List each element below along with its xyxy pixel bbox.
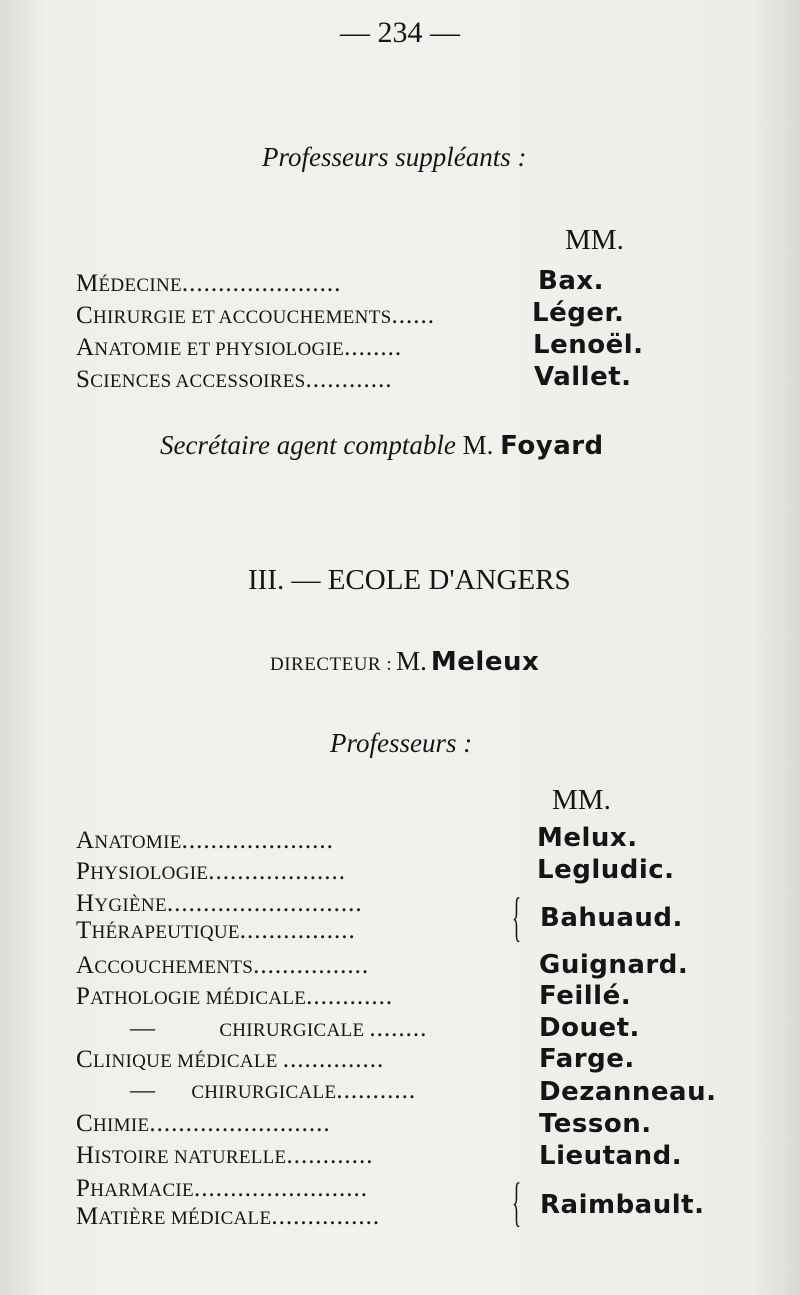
row-hygiene-label: HYGIÈNE........................... bbox=[76, 890, 363, 917]
section2-mm: MM. bbox=[552, 784, 611, 816]
row-accouchements-label: ACCOUCHEMENTS................ bbox=[76, 952, 370, 979]
director-line bbox=[270, 646, 539, 677]
director-name: Meleux bbox=[430, 647, 540, 677]
row-sciences-label: SCIENCES ACCESSOIRES............ bbox=[76, 366, 393, 393]
row-anatomie-label: ANATOMIE..................... bbox=[76, 827, 334, 854]
row-anatomie-physio-label: ANATOMIE ET PHYSIOLOGIE........ bbox=[76, 334, 403, 361]
row-pathologie-label: PATHOLOGIE MÉDICALE............ bbox=[76, 983, 394, 1010]
row-physiologie-name: Legludic. bbox=[537, 855, 675, 885]
row-matiere-label: MATIÈRE MÉDICALE............... bbox=[76, 1203, 381, 1230]
row-chimie-name: Tesson. bbox=[539, 1109, 652, 1139]
row-therapeutique-label: THÉRAPEUTIQUE................ bbox=[76, 917, 356, 944]
secretary-name: Foyard bbox=[500, 431, 604, 461]
section1-heading: Professeurs suppléants : bbox=[262, 142, 527, 172]
row-physiologie-label: PHYSIOLOGIE................... bbox=[76, 858, 347, 885]
row-histoire-name: Lieutand. bbox=[539, 1141, 683, 1171]
director-mm: M. bbox=[396, 646, 427, 676]
brace-group-raimbault-name: Raimbault. bbox=[540, 1190, 705, 1220]
row-sciences-name: Vallet. bbox=[534, 362, 632, 392]
brace-pharmacie-matiere: { bbox=[512, 1172, 522, 1232]
section1-mm: MM. bbox=[565, 224, 624, 256]
secretary-line bbox=[160, 430, 604, 461]
brace-group-bahuaud-name: Bahuaud. bbox=[540, 903, 683, 933]
page-number: — 234 — bbox=[340, 16, 460, 49]
section2-heading: Professeurs : bbox=[330, 728, 473, 758]
row-chirurgie-name: Léger. bbox=[532, 298, 625, 328]
director-label: DIRECTEUR : bbox=[270, 654, 393, 675]
row-chirurgie-label: CHIRURGIE ET ACCOUCHEMENTS...... bbox=[76, 302, 435, 329]
row-clinique-chirurgicale-label: — CHIRURGICALE........... bbox=[130, 1077, 417, 1104]
row-pathologie-name: Feillé. bbox=[539, 981, 632, 1011]
school-title: III. — ECOLE D'ANGERS bbox=[248, 564, 571, 596]
row-clinique-label: CLINIQUE MÉDICALE .............. bbox=[76, 1046, 385, 1073]
row-medecine-label: MÉDECINE...................... bbox=[76, 270, 342, 297]
row-patho-chirurgicale-label: — CHIRURGICALE ........ bbox=[130, 1015, 428, 1042]
row-accouchements-name: Guignard. bbox=[539, 950, 689, 980]
row-pharmacie-label: PHARMACIE........................ bbox=[76, 1175, 368, 1202]
row-medecine-name: Bax. bbox=[538, 266, 605, 296]
brace-hygiene-therapeutique: { bbox=[512, 887, 522, 947]
secretary-mm: M. bbox=[462, 430, 494, 460]
secretary-label: Secrétaire agent comptable bbox=[160, 430, 456, 460]
row-chimie-label: CHIMIE......................... bbox=[76, 1110, 331, 1137]
row-anatomie-name: Melux. bbox=[537, 823, 638, 853]
row-clinique-chirurgicale-name: Dezanneau. bbox=[539, 1077, 717, 1107]
row-histoire-label: HISTOIRE NATURELLE............ bbox=[76, 1142, 374, 1169]
row-anatomie-physio-name: Lenoël. bbox=[533, 330, 644, 360]
row-clinique-name: Farge. bbox=[539, 1044, 635, 1074]
row-patho-chirurgicale-name: Douet. bbox=[539, 1013, 640, 1043]
